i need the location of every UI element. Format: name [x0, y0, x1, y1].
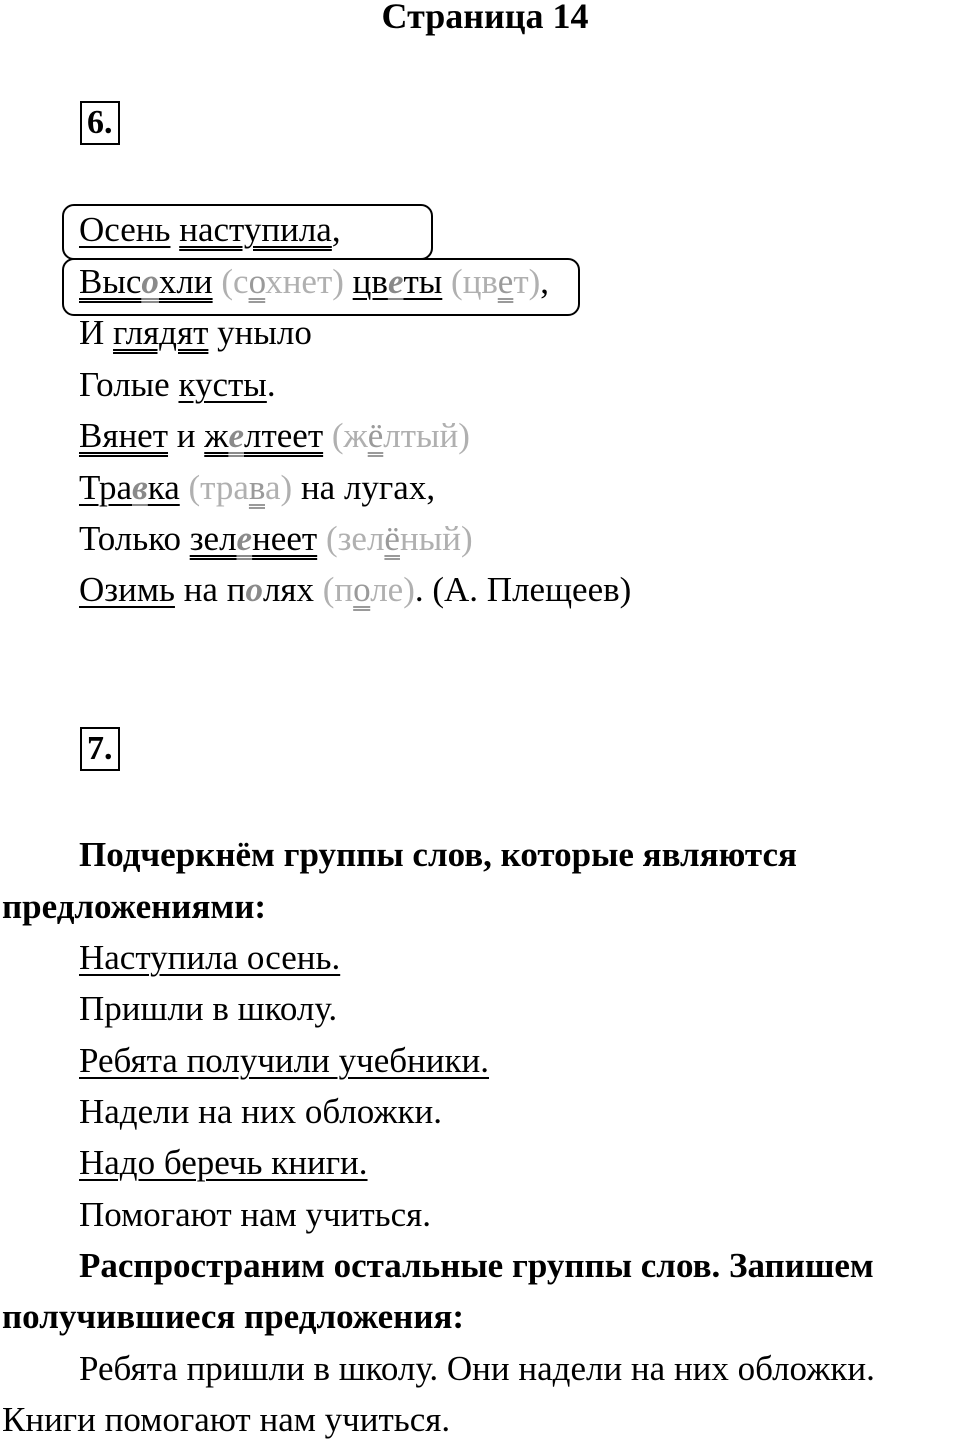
answer-line-1: Ребята пришли в школу. Они надели на них обложки. — [79, 1349, 875, 1388]
word-group: Помогают нам учиться. — [79, 1195, 432, 1234]
poem-word: Озимь — [79, 570, 175, 609]
instruction-underline-cont: предложениями: — [2, 887, 267, 926]
poem-word: о — [141, 262, 159, 301]
word-group: Наступила осень. — [79, 938, 341, 977]
poem-word: лтеет — [243, 416, 324, 455]
check-word: ё — [384, 519, 400, 558]
word-group: Пришли в школу. — [79, 989, 338, 1028]
task-6-number: 6. — [80, 101, 120, 145]
poem-line — [79, 364, 276, 406]
poem-word — [344, 262, 353, 301]
poem-word: и — [168, 416, 205, 455]
poem-word: кусты — [178, 365, 267, 404]
poem-word: уныло — [208, 313, 312, 352]
poem-word: . (А. Плещеев) — [414, 570, 632, 609]
word-group: Ребята получили учебники. — [79, 1041, 489, 1080]
check-word: о — [353, 570, 371, 609]
page-title: Страница 14 — [381, 0, 589, 36]
poem-word: . — [266, 365, 276, 404]
check-word: лтый) — [383, 416, 470, 455]
check-word: (тра — [188, 468, 249, 507]
poem-word: И — [79, 313, 114, 352]
word-group: Надо беречь книги. — [79, 1143, 368, 1182]
poem-word: зел — [189, 519, 237, 558]
poem-line — [79, 209, 341, 251]
poem-line — [79, 261, 549, 303]
poem-line — [79, 415, 470, 457]
poem-line — [79, 569, 631, 611]
poem-word: Вянет — [79, 416, 169, 455]
word-group: Надели на них обложки. — [79, 1092, 443, 1131]
poem-word: лях — [262, 570, 323, 609]
poem-word: на п — [174, 570, 246, 609]
answer-line-2: Книги помогают нам учиться. — [2, 1400, 451, 1439]
check-word: а) — [265, 468, 293, 507]
instruction-underline: Подчеркнём группы слов, которые являются — [79, 835, 797, 874]
instruction-extend: Распространим остальные группы слов. Запишем — [79, 1246, 874, 1285]
poem-word — [442, 262, 451, 301]
check-word: (ж — [331, 416, 368, 455]
poem-word — [180, 468, 189, 507]
poem-line — [79, 312, 312, 354]
poem-word: на лугах, — [292, 468, 436, 507]
poem-word: неет — [252, 519, 318, 558]
poem-word: , — [540, 262, 550, 301]
check-word: о — [248, 262, 266, 301]
poem-word: е — [228, 416, 244, 455]
poem-word: Выс — [79, 262, 142, 301]
check-word: ный) — [399, 519, 473, 558]
check-word: т) — [513, 262, 541, 301]
check-word: е — [497, 262, 514, 301]
poem-word: ж — [204, 416, 229, 455]
poem-word: ка — [147, 468, 180, 507]
instruction-extend-cont: получившиеся предложения: — [2, 1297, 465, 1336]
poem-line — [79, 518, 473, 560]
poem-word: о — [245, 570, 263, 609]
check-word: хнет) — [265, 262, 344, 301]
poem-word — [317, 519, 326, 558]
poem-word: в — [132, 468, 148, 507]
poem-word: Тра — [79, 468, 133, 507]
poem-word: , — [331, 210, 341, 249]
check-word: ё — [367, 416, 384, 455]
poem-word: глядят — [113, 313, 209, 352]
poem-word — [170, 210, 179, 249]
check-word: (п — [322, 570, 354, 609]
poem-word: хли — [158, 262, 213, 301]
poem-word: цв — [352, 262, 388, 301]
poem-line — [79, 467, 435, 509]
poem-word: е — [236, 519, 253, 558]
poem-word: Осень — [79, 210, 171, 249]
check-word: ле) — [370, 570, 415, 609]
check-word: (цв — [451, 262, 498, 301]
poem-word — [323, 416, 332, 455]
poem-word: Только — [79, 519, 190, 558]
poem-word: ты — [403, 262, 443, 301]
check-word: (с — [221, 262, 249, 301]
poem-word: наступила — [179, 210, 332, 249]
poem-word: Голые — [79, 365, 179, 404]
check-word: (зел — [325, 519, 385, 558]
task-7-number: 7. — [80, 727, 120, 771]
poem-word: е — [387, 262, 404, 301]
check-word: в — [248, 468, 265, 507]
